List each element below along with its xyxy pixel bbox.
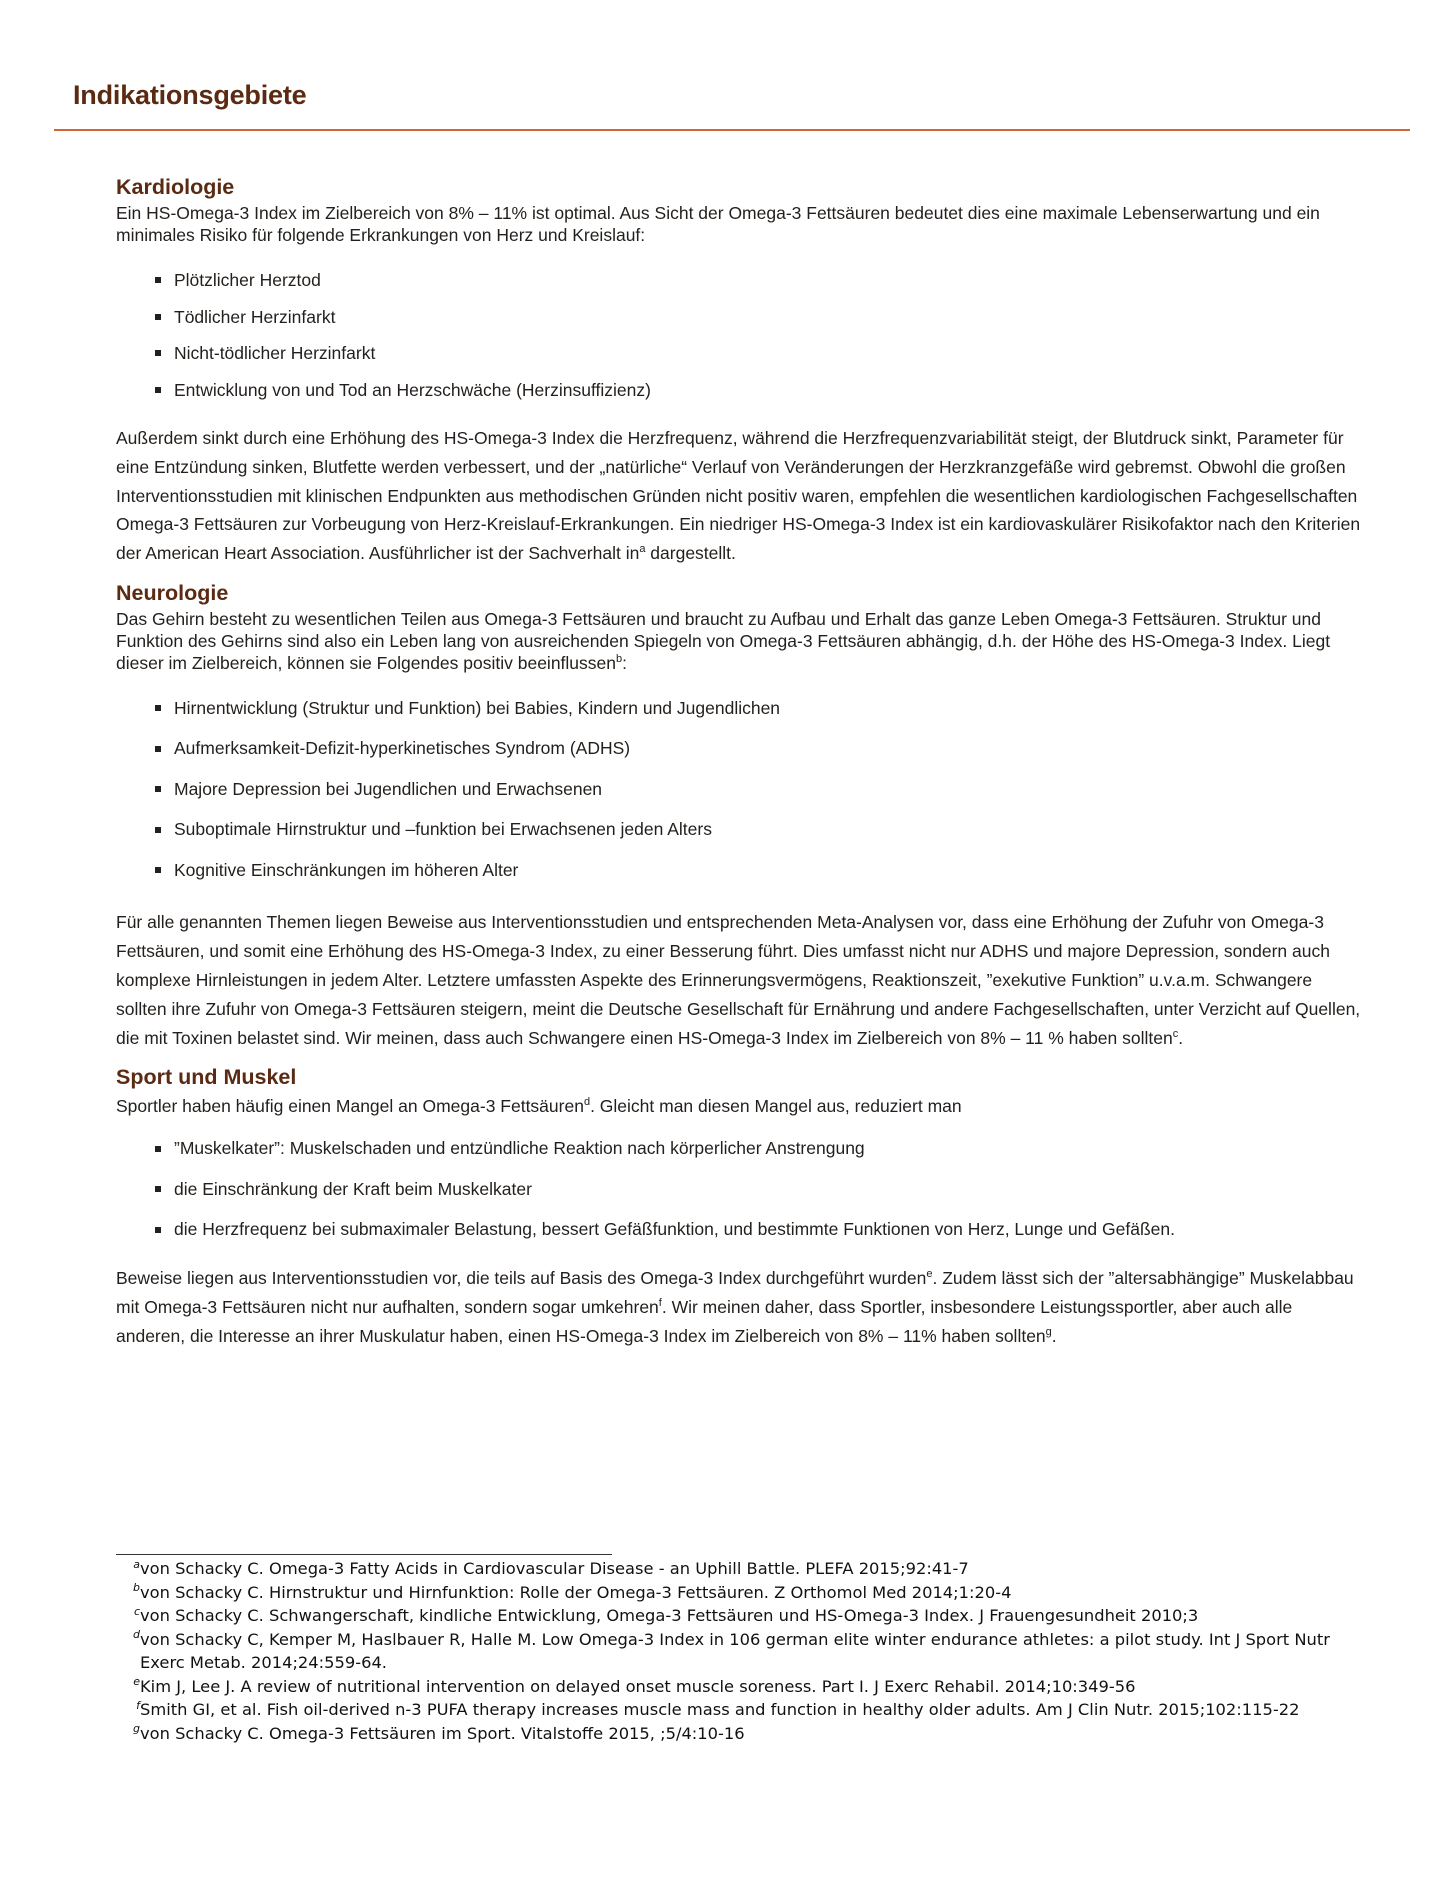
sport-intro-end: . Gleicht man diesen Mangel aus, reduziert man [590, 1096, 962, 1117]
footnote-text: von Schacky C. Hirnstruktur und Hirnfunktion: Rolle der Omega-3 Fettsäuren. Z Orthomol Med 2014;1:20-4 [140, 1582, 1012, 1602]
main-content [116, 172, 1366, 1350]
sport-body [116, 1264, 1366, 1350]
footnote-ref-f[interactable]: f [658, 1296, 662, 1309]
page-title: Indikationsgebiete [73, 80, 307, 110]
list-item: Nicht-tödlicher Herzinfarkt [155, 335, 1366, 372]
kardiologie-intro: Ein HS-Omega-3 Index im Zielbereich von 8% – 11% ist optimal. Aus Sicht der Omega-3 Fettsäuren bedeutet dies eine maximale Lebenserwartung und ein minimales Risiko für folgende Erkrankungen von Herz und Kreislauf: [116, 203, 1320, 245]
section-kardiologie [116, 172, 1366, 568]
list-item: Aufmerksamkeit-Defizit-hyperkinetisches Syndrom (ADHS) [155, 728, 1366, 769]
sport-body-part1: Beweise liegen aus Interventionsstudien vor, die teils auf Basis des Omega-3 Index durchgeführt wurden [116, 1267, 927, 1288]
neurologie-intro [116, 608, 1366, 674]
list-item: die Einschränkung der Kraft beim Muskelkater [155, 1169, 1366, 1210]
kardiologie-body [116, 424, 1366, 568]
neurologie-intro-text: Das Gehirn besteht zu wesentlichen Teilen aus Omega-3 Fettsäuren und braucht zu Aufbau und Erhalt das ganze Leben Omega-3 Fettsäuren. Struktur und Funktion des Gehirns sind also ein Leben lang von ausreichenden Spiegeln von Omega-3 Fettsäuren abhängig, d.h. der Höhe des HS-Omega-3 Index. Liegt dieser im Zielbereich, können sie Folgendes positiv beeinflussen [116, 608, 1331, 673]
footnote-e: eKim J, Lee J. A review of nutritional intervention on delayed onset muscle soreness. Part I. J Exerc Rehabil. 2014;10:349-56 [133, 1675, 1136, 1696]
footnote-ref-g[interactable]: g [1045, 1325, 1052, 1338]
list-item: Entwicklung von und Tod an Herzschwäche (Herzinsuffizienz) [155, 372, 1366, 409]
sport-intro [116, 1092, 1366, 1120]
footnote-c: cvon Schacky C. Schwangerschaft, kindliche Entwicklung, Omega-3 Fettsäuren und HS-Omega-3 Index. J Frauengesundheit 2010;3 [133, 1604, 1199, 1625]
kardiologie-body-end: dargestellt. [645, 543, 736, 564]
list-item: ”Muskelkater”: Muskelschaden und entzündliche Reaktion nach körperlicher Anstrengung [155, 1128, 1366, 1169]
footnote-a: avon Schacky C. Omega-3 Fatty Acids in Cardiovascular Disease - an Uphill Battle. PLEFA 2015;92:41-7 [133, 1557, 969, 1578]
sport-list [116, 1128, 1366, 1250]
sport-body-part2: . Zudem lässt sich der ”altersabhängige” Muskelabbau mit Omega-3 Fettsäuren nicht nur aufhalten, sondern sogar umkehren [116, 1267, 1354, 1317]
footnote-text: von Schacky C, Kemper M, Haslbauer R, Halle M. Low Omega-3 Index in 106 german elite winter endurance athletes: a pilot study. Int J Sport Nutr Exerc Metab. 2014;24:559-64. [140, 1629, 1330, 1672]
list-item: Tödlicher Herzinfarkt [155, 299, 1366, 336]
list-item: Suboptimale Hirnstruktur und –funktion bei Erwachsenen jeden Alters [155, 809, 1366, 850]
footnote-b: bvon Schacky C. Hirnstruktur und Hirnfunktion: Rolle der Omega-3 Fettsäuren. Z Orthomol Med 2014;1:20-4 [133, 1581, 1012, 1602]
footnote-divider [116, 1554, 612, 1555]
footnote-text: Smith GI, et al. Fish oil-derived n-3 PUFA therapy increases muscle mass and function in healthy older adults. Am J Clin Nutr. 2015;102:115-22 [140, 1700, 1300, 1719]
footnote-ref-a[interactable]: a [639, 543, 646, 556]
footnote-text: von Schacky C. Omega-3 Fettsäuren im Sport. Vitalstoffe 2015, ;5/4:10-16 [140, 1723, 745, 1743]
kardiologie-body-text: Außerdem sinkt durch eine Erhöhung des HS-Omega-3 Index die Herzfrequenz, während die Herzfrequenzvariabilität steigt, der Blutdruck sinkt, Parameter für eine Entzündung sinken, Blutfette werden verbessert, und der „natürliche“ Verlauf von Veränderungen der Herzkranzgefäße wird gebremst. Obwohl die großen Interventionsstudien mit klinischen Endpunkten aus methodischen Gründen nicht positiv waren, empfehlen die wesentlichen kardiologischen Fachgesellschaften Omega-3 Fettsäuren zur Vorbeugung von Herz-Kreislauf-Erkrankungen. Ein niedriger HS-Omega-3 Index ist ein kardiovaskulärer Risikofaktor nach den Kriterien der American Heart Association. Ausführlicher ist der Sachverhalt in [116, 428, 1361, 564]
title-divider [54, 129, 1410, 131]
section-heading-neurologie: Neurologie [116, 580, 229, 605]
neurologie-body [116, 908, 1366, 1052]
footnote-ref-b[interactable]: b [616, 653, 623, 666]
list-item: Hirnentwicklung (Struktur und Funktion) bei Babies, Kindern und Jugendlichen [155, 688, 1366, 729]
footnotes [116, 1557, 1366, 1745]
footnote-text: Kim J, Lee J. A review of nutritional intervention on delayed onset muscle soreness. Part I. J Exerc Rehabil. 2014;10:349-56 [140, 1676, 1136, 1696]
footnote-text: von Schacky C. Schwangerschaft, kindliche Entwicklung, Omega-3 Fettsäuren und HS-Omega-3 Index. J Frauengesundheit 2010;3 [140, 1606, 1199, 1625]
section-heading-sport: Sport und Muskel [116, 1065, 297, 1090]
footnote-ref-d[interactable]: d [583, 1096, 591, 1109]
list-item: Plötzlicher Herztod [155, 262, 1366, 299]
list-item: Majore Depression bei Jugendlichen und Erwachsenen [155, 769, 1366, 810]
neurologie-list [116, 688, 1366, 891]
sport-intro-text: Sportler haben häufig einen Mangel an Omega-3 Fettsäuren [116, 1096, 584, 1117]
section-sport [116, 1062, 1366, 1350]
footnote-ref-e[interactable]: e [926, 1268, 933, 1281]
footnote-f: fSmith GI, et al. Fish oil-derived n-3 PUFA therapy increases muscle mass and function in healthy older adults. Am J Clin Nutr. 2015;102:115-22 [136, 1698, 1300, 1719]
list-item: die Herzfrequenz bei submaximaler Belastung, bessert Gefäßfunktion, und bestimmte Funktionen von Herz, Lunge und Gefäßen. [155, 1209, 1366, 1250]
kardiologie-list [116, 262, 1366, 408]
sport-body-end: . [1051, 1325, 1057, 1346]
list-item: Kognitive Einschränkungen im höheren Alter [155, 850, 1366, 891]
neurologie-body-end: . [1178, 1027, 1184, 1048]
section-heading-kardiologie: Kardiologie [116, 175, 235, 199]
footnote-g: gvon Schacky C. Omega-3 Fettsäuren im Sport. Vitalstoffe 2015, ;5/4:10-16 [133, 1722, 745, 1743]
neurologie-body-text: Für alle genannten Themen liegen Beweise aus Interventionsstudien und entsprechenden Meta-Analysen vor, dass eine Erhöhung der Zufuhr von Omega-3 Fettsäuren, und somit eine Erhöhung des HS-Omega-3 Index, zu einer Besserung führt. Dies umfasst nicht nur ADHS und majore Depression, sondern auch komplexe Hirnleistungen in jedem Alter. Letztere umfassten Aspekte des Erinnerungsvermögens, Reaktionszeit, ”exekutive Funktion” u.v.a.m. Schwangere sollten ihre Zufuhr von Omega-3 Fettsäuren steigern, meint die Deutsche Gesellschaft für Ernährung und andere Fachgesellschaften, unter Verzicht auf Quellen, die mit Toxinen belastet sind. Wir meinen, dass auch Schwangere einen HS-Omega-3 Index im Zielbereich von 8% – 11 % haben sollten [116, 912, 1361, 1048]
sport-body-part3: . Wir meinen daher, dass Sportler, insbesondere Leistungssportler, aber auch alle anderen, die Interesse an ihrer Muskulatur haben, einen HS-Omega-3 Index im Zielbereich von 8% – 11% haben sollten [116, 1296, 1293, 1346]
section-neurologie [116, 578, 1366, 1052]
neurologie-intro-end: : [622, 652, 627, 673]
footnote-d: dvon Schacky C, Kemper M, Haslbauer R, Halle M. Low Omega-3 Index in 106 german elite winter endurance athletes: a pilot study. Int J Sport Nutr Exerc Metab. 2014;24:559-64. [133, 1628, 1330, 1672]
footnote-text: von Schacky C. Omega-3 Fatty Acids in Cardiovascular Disease - an Uphill Battle. PLEFA 2015;92:41-7 [140, 1559, 969, 1578]
footnote-ref-c[interactable]: c [1172, 1027, 1179, 1040]
